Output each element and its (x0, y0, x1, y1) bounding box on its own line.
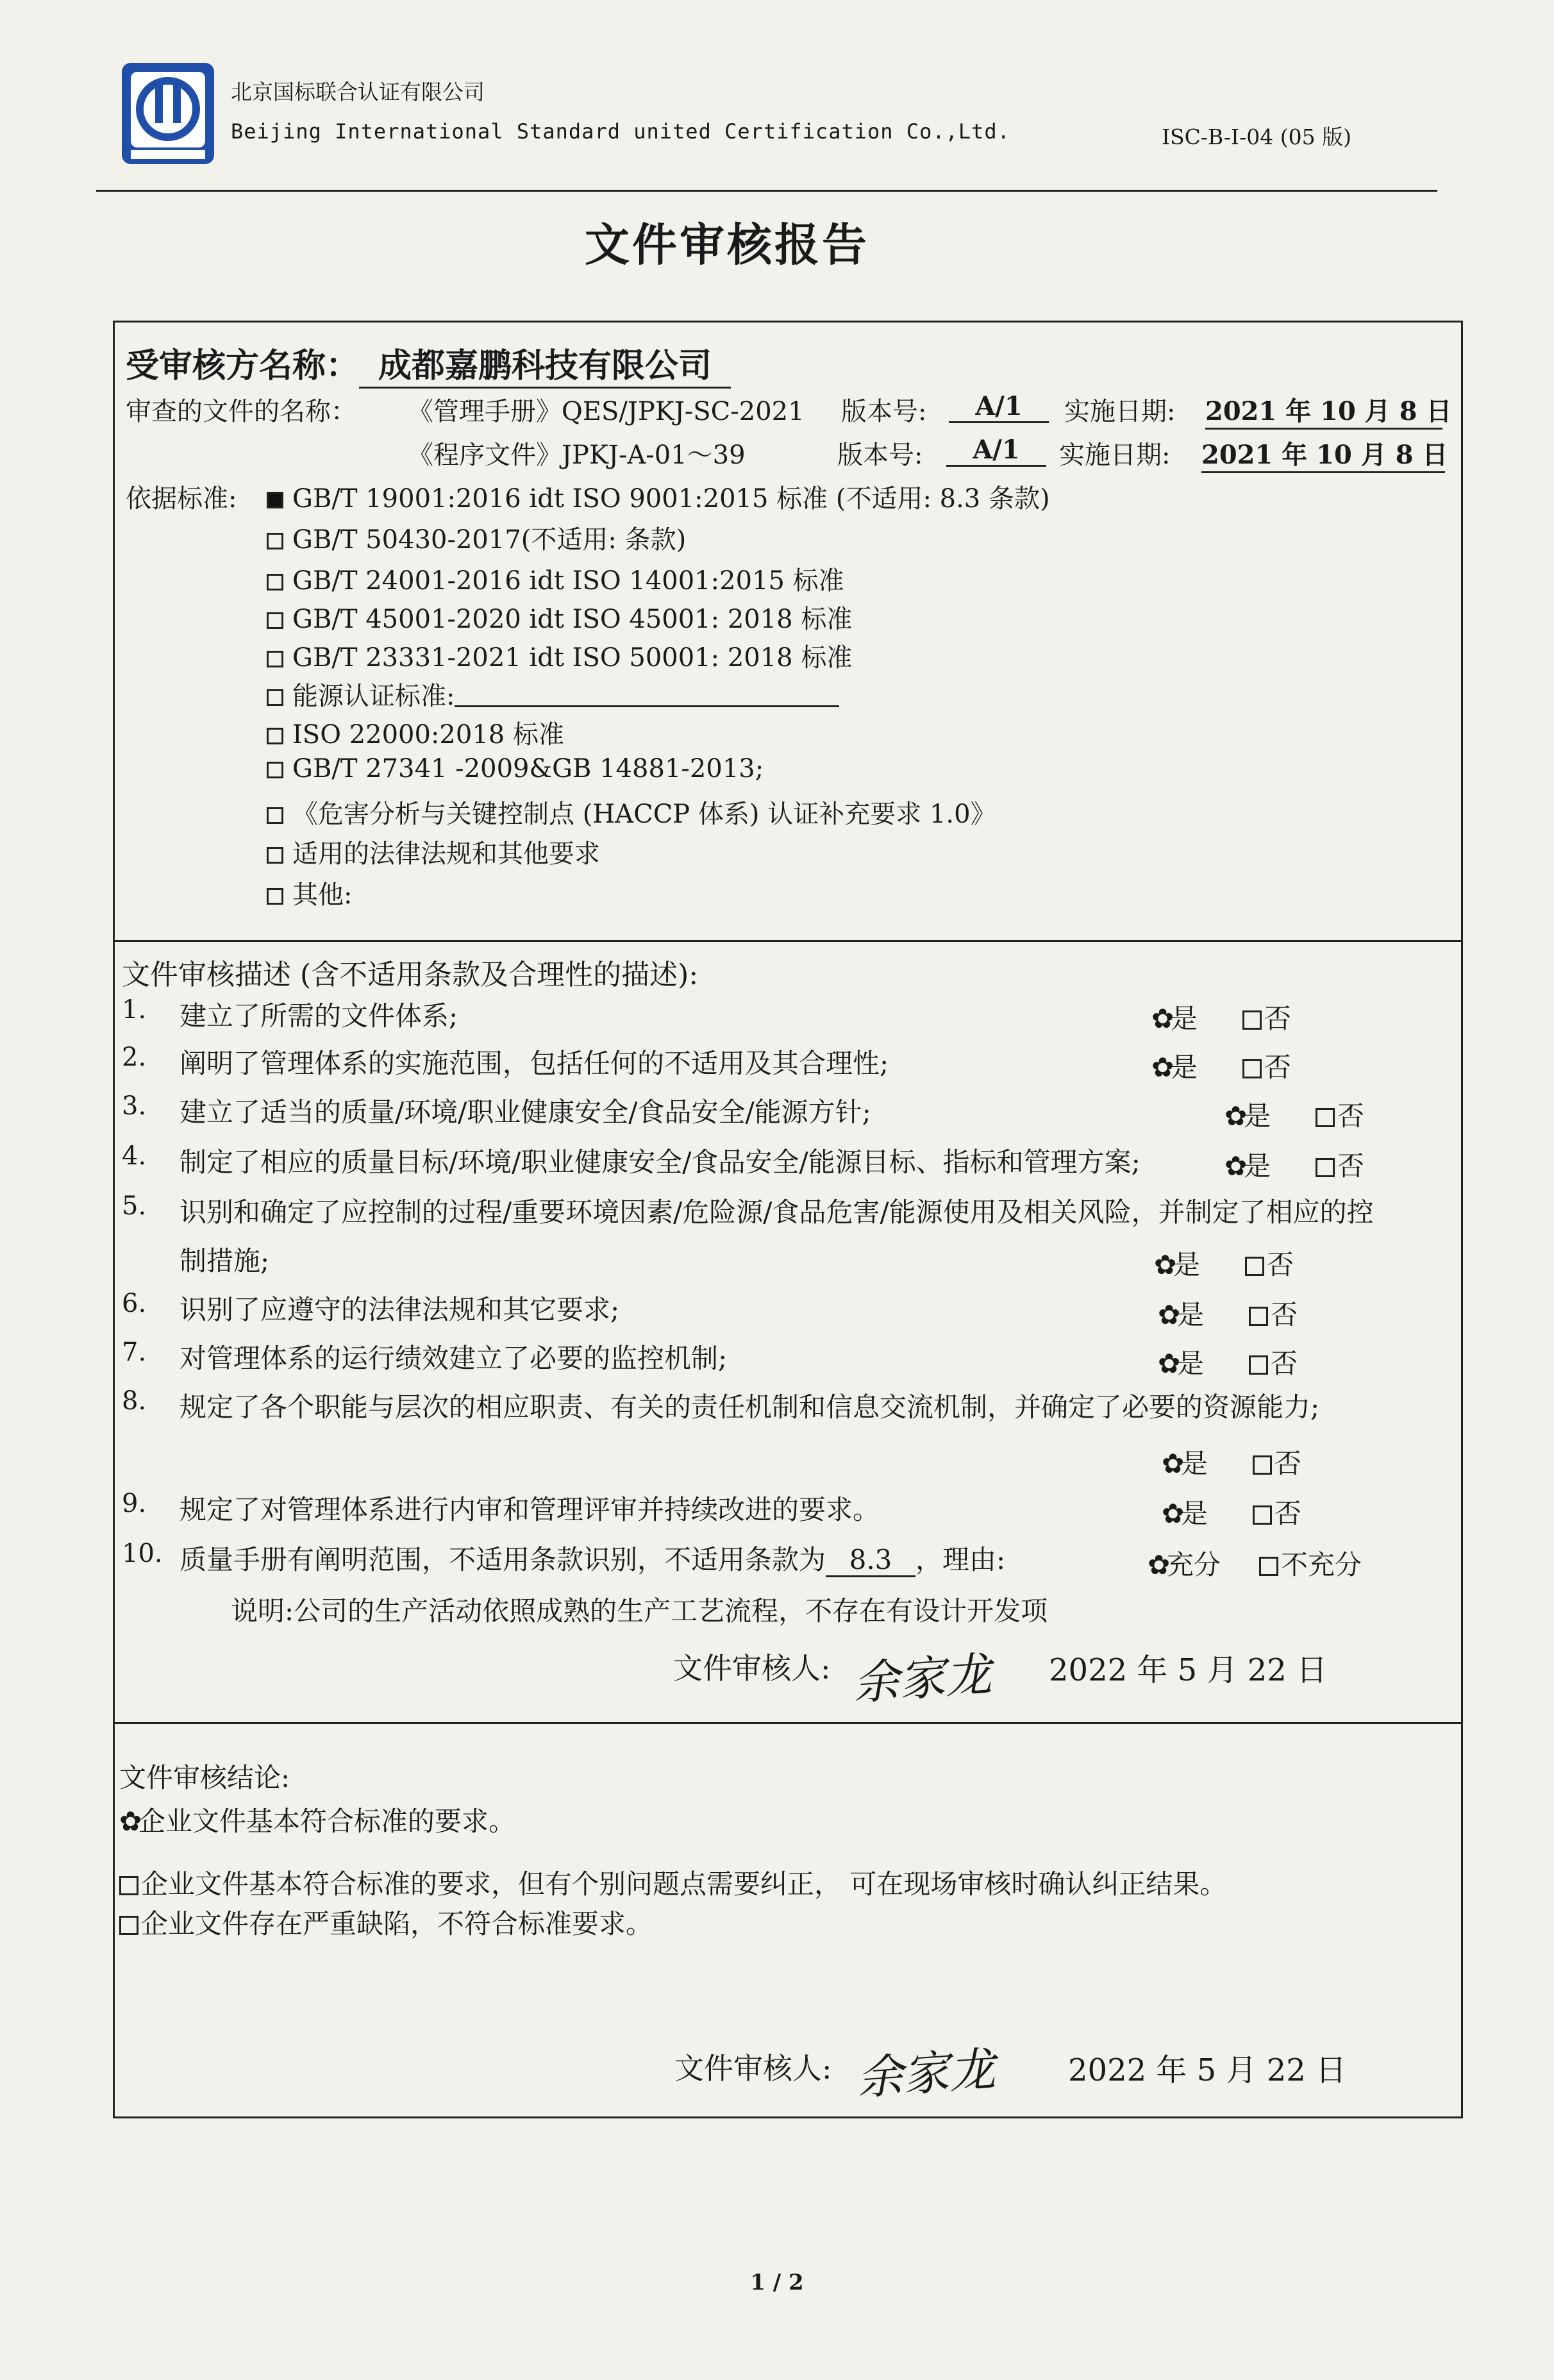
yes-no-choice: ✿是 否 (1154, 1249, 1294, 1280)
checkbox (119, 1916, 138, 1935)
item-number: 5. (122, 1191, 147, 1221)
standard-item: 能源认证标准: (267, 676, 839, 712)
standard-item: GB/T 19001:2016 idt ISO 9001:2015 标准 (不适用: 8.3 条款) (267, 478, 1050, 515)
conclusion-reviewer-label: 文件审核人: (674, 2051, 832, 2086)
checkbox (119, 1876, 138, 1895)
yes-no-choice: ✿是 否 (1224, 1150, 1365, 1182)
yes-no-choice: ✿是 否 (1151, 1003, 1292, 1034)
form-code: ISC-B-I-04 (05 版) (1162, 124, 1351, 149)
date-value-1: 2021 年 10 月 8 日 (1205, 391, 1442, 430)
checkbox-checked (267, 492, 283, 508)
reviewer-signature: 余家龙 (851, 1647, 994, 1711)
review-date: 2022 年 5 月 22 日 (1049, 1652, 1328, 1688)
selected-mark-icon: ✿ (1162, 1498, 1185, 1529)
yes-no-choice: ✿是 否 (1151, 1052, 1292, 1083)
standard-item: GB/T 23331-2021 idt ISO 50001: 2018 标准 (267, 637, 852, 674)
conclusion-date: 2022 年 5 月 22 日 (1068, 2052, 1347, 2088)
review-item-text: 规定了对管理体系进行内审和管理评审并持续改进的要求。 (180, 1494, 880, 1525)
checkbox (1316, 1158, 1335, 1177)
page-title: 文件审核报告 (585, 218, 869, 271)
checkbox (267, 689, 283, 706)
review-item-text: 阐明了管理体系的实施范围，包括任何的不适用及其合理性; (180, 1048, 889, 1079)
checkbox (1249, 1355, 1268, 1375)
standard-item: 其他: (267, 875, 352, 911)
section-divider-1 (113, 940, 1463, 942)
selected-mark-icon: ✿ (119, 1806, 142, 1837)
checkbox (1249, 1307, 1268, 1326)
section-divider-2 (113, 1722, 1463, 1724)
checkbox (267, 847, 283, 864)
review-item-text: 识别了应遵守的法律法规和其它要求; (180, 1294, 620, 1325)
review-item-text: 建立了所需的文件体系; (180, 1000, 458, 1032)
review-item-text: 规定了各个职能与层次的相应职责、有关的责任机制和信息交流机制，并确定了必要的资源能力; (180, 1391, 1320, 1423)
item-number: 2. (122, 1043, 147, 1072)
selected-mark-icon: ✿ (1162, 1448, 1185, 1479)
standards-label: 依据标准: (126, 484, 237, 514)
header-divider (96, 190, 1437, 192)
conclusion-option: 企业文件基本符合标准的要求，但有个别问题点需要纠正， 可在现场审核时确认纠正结果。 (119, 1863, 1226, 1902)
conclusion-heading: 文件审核结论: (119, 1762, 290, 1793)
standard-item: GB/T 24001-2016 idt ISO 14001:2015 标准 (267, 560, 844, 597)
review-item-text: 制定了相应的质量目标/环境/职业健康安全/食品安全/能源目标、指标和管理方案; (180, 1146, 1140, 1178)
review-heading: 文件审核描述 (含不适用条款及合理性的描述): (122, 959, 699, 991)
selected-mark-icon: ✿ (1148, 1549, 1171, 1580)
version-label-2: 版本号: (837, 440, 923, 470)
standard-item: 《危害分析与关键控制点 (HACCP 体系) 认证补充要求 1.0》 (267, 794, 996, 830)
auditee-name: 成都嘉鹏科技有限公司 (359, 339, 731, 389)
item-number: 9. (122, 1489, 147, 1518)
company-name-cn: 北京国标联合认证有限公司 (231, 80, 485, 105)
standard-item: GB/T 45001-2020 idt ISO 45001: 2018 标准 (267, 599, 852, 635)
date-label-1: 实施日期: (1064, 397, 1176, 426)
item-number: 7. (122, 1337, 147, 1367)
yes-no-choice: ✿是 否 (1162, 1448, 1302, 1479)
checkbox (1253, 1455, 1272, 1475)
version-value-1: A/1 (949, 391, 1049, 423)
selected-mark-icon: ✿ (1224, 1100, 1248, 1132)
item-number: 1. (122, 995, 147, 1025)
item-number: 6. (122, 1289, 147, 1318)
review-item-text: 对管理体系的运行绩效建立了必要的监控机制; (180, 1343, 728, 1374)
selected-mark-icon: ✿ (1158, 1299, 1181, 1330)
checkbox (1242, 1059, 1262, 1078)
version-value-2: A/1 (946, 435, 1046, 467)
checkbox (267, 888, 283, 905)
standard-item: ISO 22000:2018 标准 (267, 714, 564, 751)
blank-line (455, 705, 839, 707)
isc-logo-icon (119, 60, 217, 167)
clause-value: 8.3 (826, 1544, 915, 1577)
auditee-label: 受审核方名称： (126, 347, 360, 385)
yes-no-choice: ✿是 否 (1158, 1299, 1298, 1330)
yes-no-choice: ✿是 否 (1224, 1100, 1365, 1132)
checkbox (1245, 1257, 1264, 1276)
standard-item: GB/T 50430-2017(不适用: 条款) (267, 519, 686, 556)
review-item-text: 识别和确定了应控制的过程/重要环境因素/危险源/食品危害/能源使用及相关风险，并制定了相应的控 (180, 1196, 1374, 1228)
doc-name-1: 《管理手册》QES/JPKJ-SC-2021 (408, 397, 805, 426)
company-name-en: Beijing International Standard united Certification Co.,Ltd. (231, 119, 1010, 144)
checkbox (1253, 1505, 1272, 1525)
checkbox (1242, 1010, 1262, 1030)
checkbox (267, 728, 283, 744)
checkbox (267, 807, 283, 824)
yes-no-choice: ✿是 否 (1162, 1498, 1302, 1529)
checkbox (267, 574, 283, 591)
date-value-2: 2021 年 10 月 8 日 (1201, 435, 1445, 473)
page-number: 1 / 2 (750, 2270, 804, 2295)
review-item-text-cont: 制措施; (180, 1245, 270, 1277)
standard-item: 适用的法律法规和其他要求 (267, 834, 600, 870)
item-number: 10. (122, 1539, 163, 1568)
review-item-text: 质量手册有阐明范围，不适用条款识别，不适用条款为 8.3 ，理由: (180, 1539, 1005, 1577)
checkbox (267, 612, 283, 629)
adequacy-choice: ✿充分 不充分 (1148, 1549, 1362, 1580)
conclusion-option: 企业文件存在严重缺陷，不符合标准要求。 (119, 1903, 653, 1941)
docs-label: 审查的文件的名称： (126, 397, 356, 426)
selected-mark-icon: ✿ (1158, 1348, 1181, 1379)
item-number: 4. (122, 1141, 147, 1171)
standard-item: GB/T 27341 -2009&GB 14881-2013; (267, 754, 764, 784)
review-item-text: 建立了适当的质量/环境/职业健康安全/食品安全/能源方针; (180, 1096, 871, 1128)
selected-mark-icon: ✿ (1151, 1052, 1174, 1083)
selected-mark-icon: ✿ (1154, 1249, 1177, 1280)
checkbox (1259, 1557, 1278, 1576)
item-number: 8. (122, 1386, 147, 1416)
conclusion-signature: 余家龙 (855, 2041, 998, 2106)
checkbox (267, 762, 283, 778)
reviewer-label: 文件审核人: (673, 1651, 831, 1686)
version-label-1: 版本号: (841, 397, 927, 426)
doc-name-2: 《程序文件》JPKJ-A-01～39 (408, 440, 746, 470)
checkbox (267, 533, 283, 549)
item-number: 3. (122, 1091, 147, 1121)
checkbox (267, 651, 283, 667)
selected-mark-icon: ✿ (1224, 1150, 1248, 1182)
checkbox (1316, 1108, 1335, 1127)
date-label-2: 实施日期: (1059, 440, 1171, 470)
selected-mark-icon: ✿ (1151, 1003, 1174, 1034)
review-note: 说明:公司的生产活动依照成熟的生产工艺流程，不存在有设计开发项 (231, 1595, 1048, 1627)
conclusion-option: ✿企业文件基本符合标准的要求。 (119, 1806, 516, 1837)
yes-no-choice: ✿是 否 (1158, 1348, 1298, 1379)
